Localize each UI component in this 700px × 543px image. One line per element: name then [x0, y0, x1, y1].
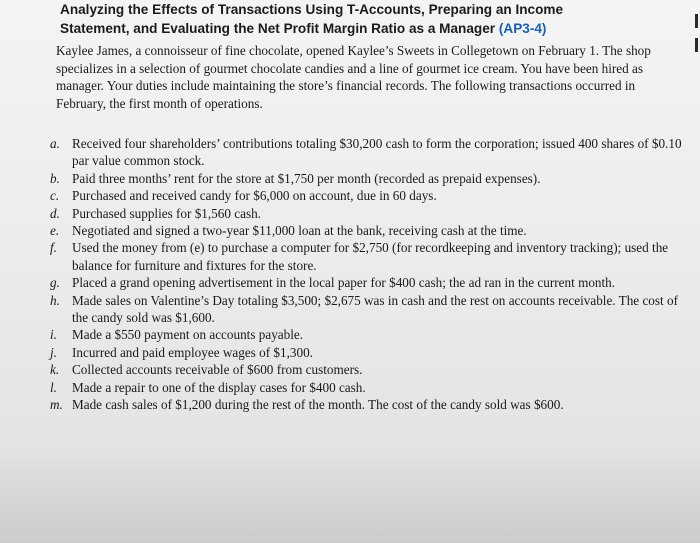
item-letter: k.: [50, 362, 60, 378]
list-item: [50, 292, 682, 327]
list-item: [50, 361, 682, 378]
list-item: [50, 205, 682, 222]
item-text: Incurred and paid employee wages of $1,300.: [72, 344, 313, 360]
item-text: Purchased supplies for $1,560 cash.: [72, 205, 261, 221]
item-text: Collected accounts receivable of $600 from customers.: [72, 362, 363, 378]
item-letter: i.: [50, 327, 57, 343]
title-line-1: Analyzing the Effects of Transactions Using T-Accounts, Preparing an Income: [60, 2, 564, 17]
item-letter: m.: [50, 397, 63, 413]
list-item: [50, 222, 682, 239]
item-text: Placed a grand opening advertisement in the local paper for $400 cash; the ad ran in the current month.: [72, 275, 616, 291]
problem-code: (AP3-4): [498, 21, 547, 36]
title-line-2: Statement, and Evaluating the Net Profit Margin Ratio as a Manager: [60, 21, 499, 36]
list-item: [50, 396, 682, 413]
item-letter: a.: [50, 136, 60, 151]
item-text: Received four shareholders’ contributions totaling $30,200 cash to form the corporation; issued 400 shares of $0.10 par value common stock.: [72, 136, 682, 169]
item-letter: h.: [50, 292, 60, 308]
item-letter: c.: [50, 188, 60, 204]
page-edge-mark: [695, 38, 698, 52]
list-item: [50, 274, 682, 291]
item-letter: j.: [50, 344, 57, 360]
transaction-list: [50, 135, 682, 414]
item-letter: l.: [50, 379, 57, 395]
item-letter: d.: [50, 205, 60, 221]
intro-paragraph: Kaylee James, a connoisseur of fine chocolate, opened Kaylee’s Sweets in Collegetown on February 1. The shop specializes in a selection of gourmet chocolate candies and a line of gourmet ice cream. You have been hired as manager. Your duties include maintaining the store’s financial records. The following transactions occurred in February, the first month of operations.: [56, 43, 651, 111]
list-item: [50, 326, 682, 343]
list-item: [50, 170, 682, 187]
list-item: [50, 344, 682, 361]
item-text: Made sales on Valentine’s Day totaling $3,500; $2,675 was in cash and the rest on accounts receivable. The cost of the candy sold was $1,600.: [72, 292, 678, 326]
item-letter: g.: [50, 275, 60, 291]
item-letter: e.: [50, 223, 60, 239]
bottom-shadow: [0, 448, 700, 543]
list-item: [50, 379, 682, 396]
item-text: Made a repair to one of the display cases for $400 cash.: [72, 379, 366, 395]
item-letter: b.: [50, 170, 60, 186]
item-text: Made a $550 payment on accounts payable.: [72, 327, 304, 343]
list-item: [50, 135, 682, 170]
list-item: [50, 187, 682, 204]
item-text: Paid three months’ rent for the store at $1,750 per month (recorded as prepaid expenses).: [72, 170, 541, 186]
item-text: Negotiated and signed a two-year $11,000 loan at the bank, receiving cash at the time.: [72, 223, 527, 239]
item-text: Made cash sales of $1,200 during the rest of the month. The cost of the candy sold was $600.: [72, 397, 564, 413]
problem-title: [60, 0, 660, 38]
item-text: Purchased and received candy for $6,000 on account, due in 60 days.: [72, 188, 437, 204]
page-edge-mark: [695, 14, 698, 28]
list-item: [50, 239, 682, 274]
item-letter: f.: [50, 240, 57, 256]
item-text: Used the money from (e) to purchase a computer for $2,750 (for recordkeeping and inventory tracking); used the balance for furniture and fixtures for the store.: [72, 240, 669, 273]
